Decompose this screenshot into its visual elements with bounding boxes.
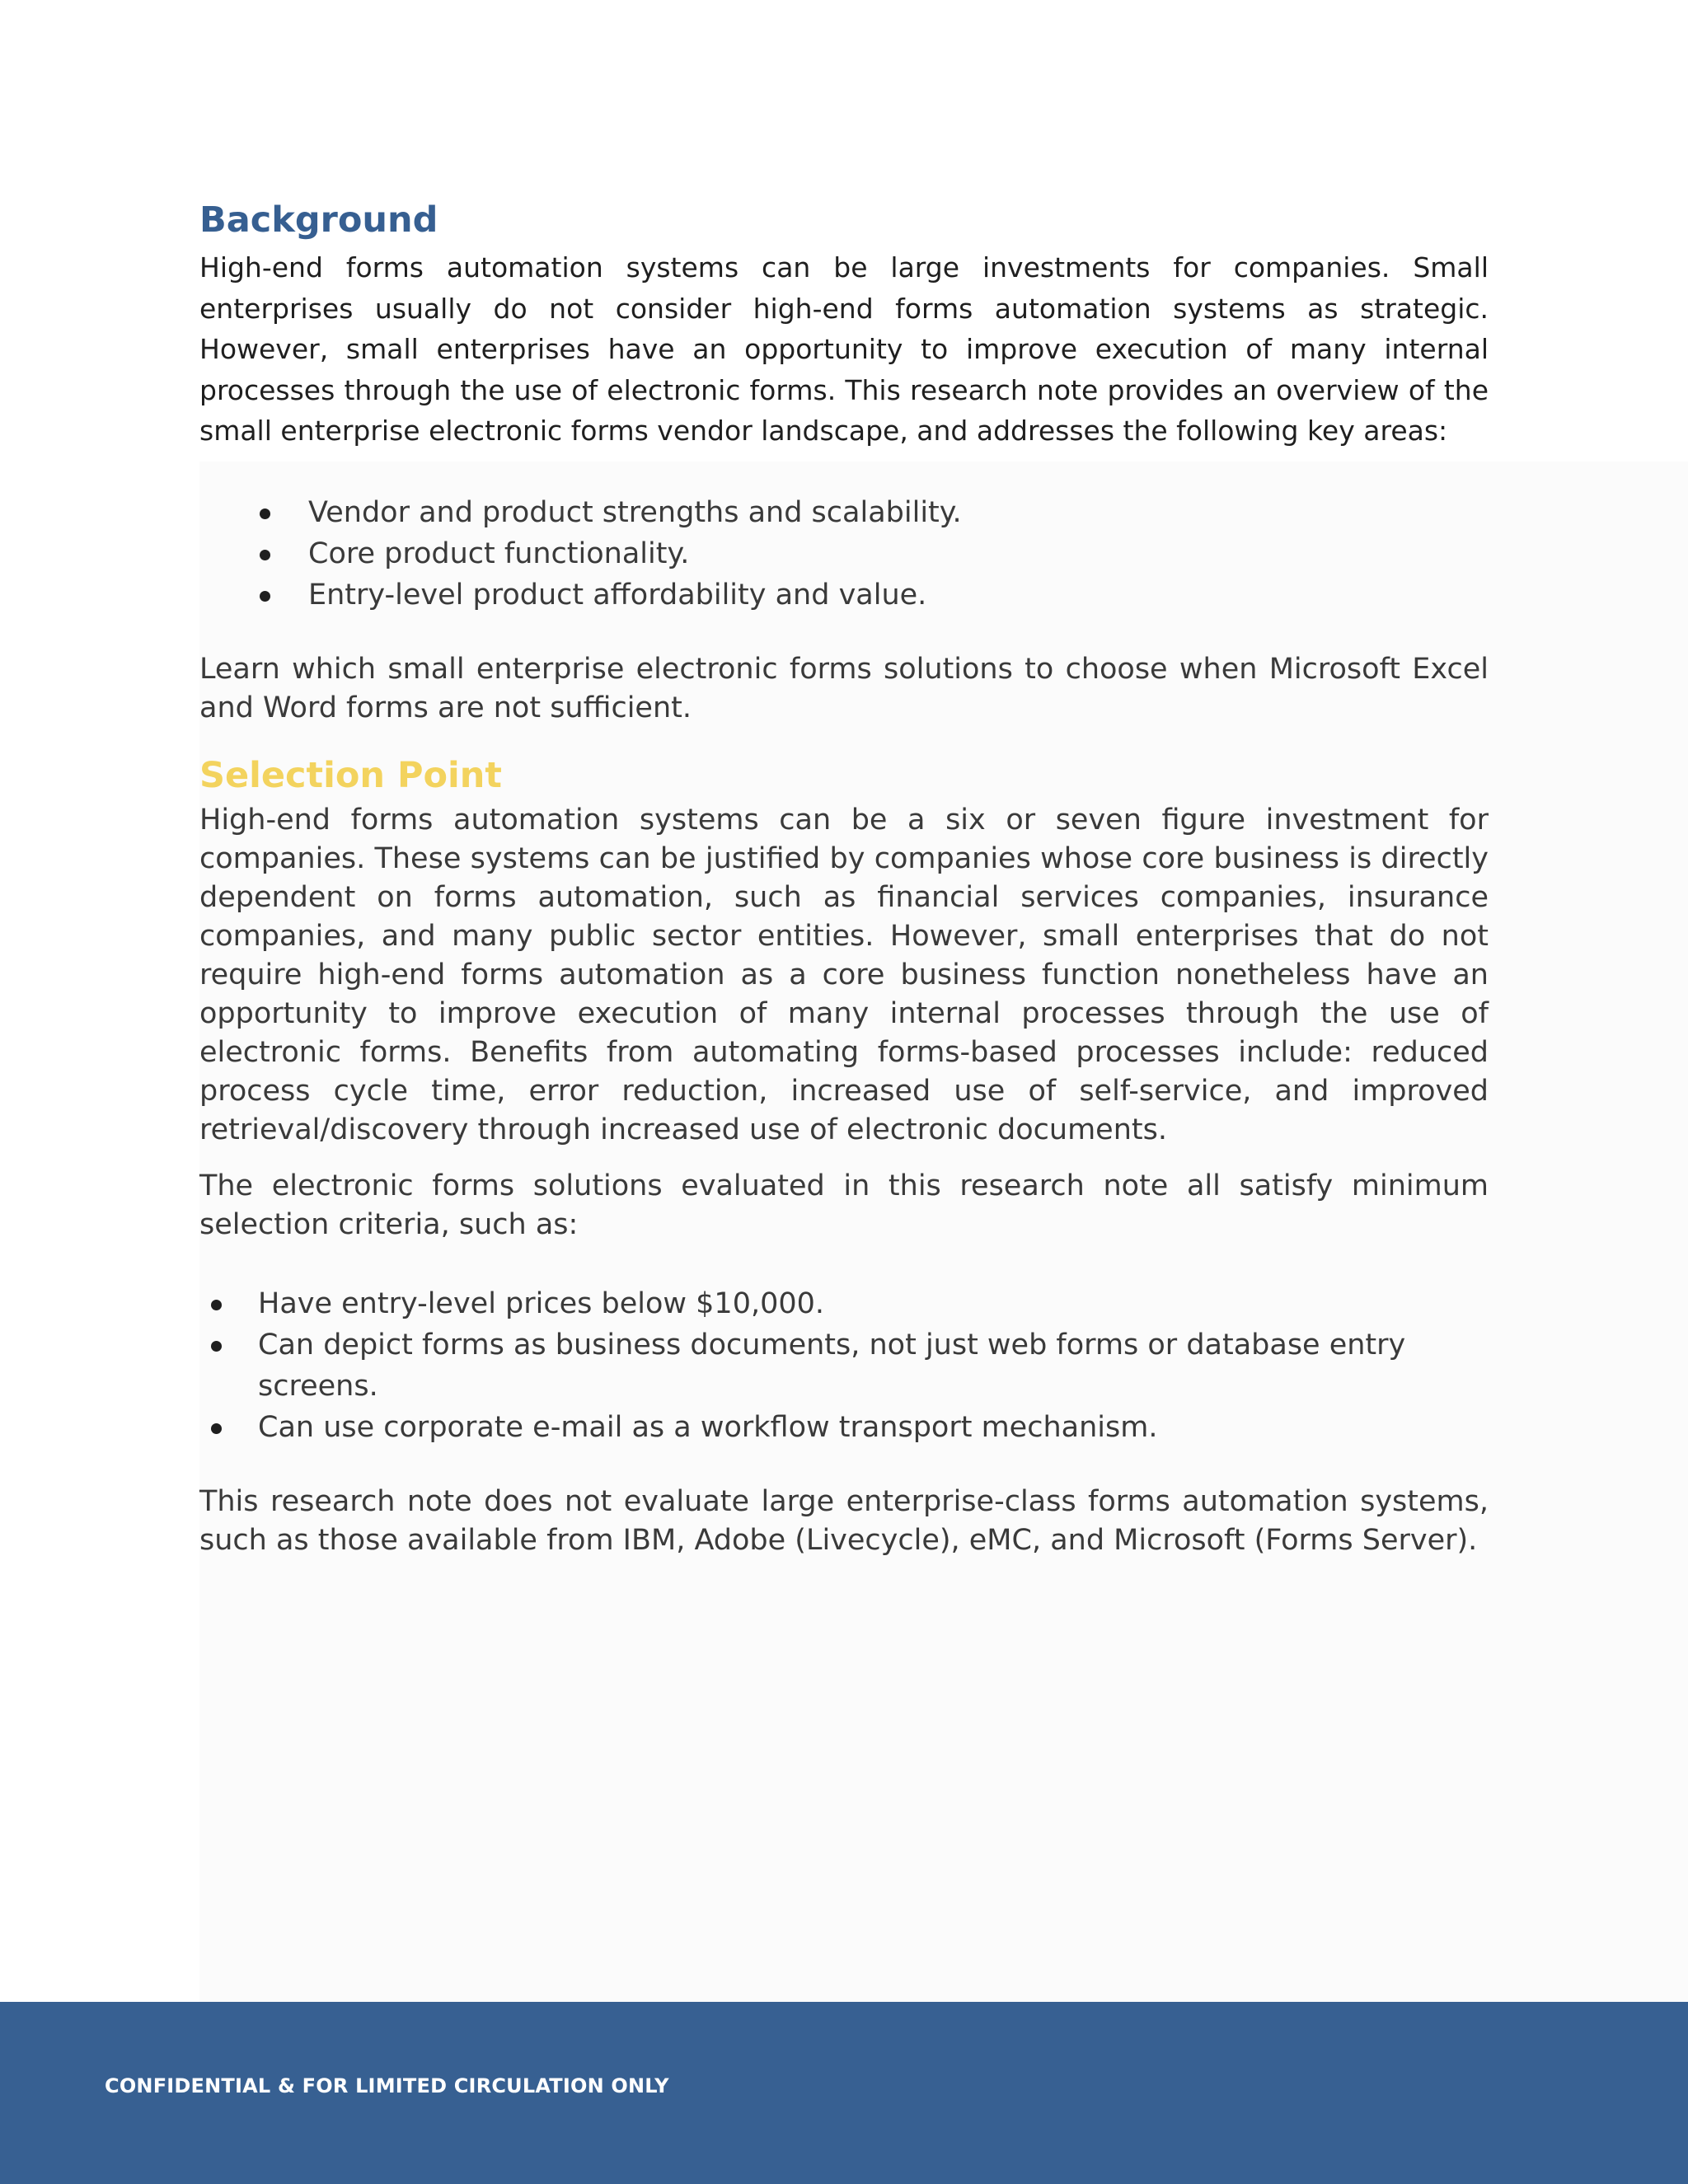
list-item [199,1283,1489,1324]
selection-paragraph-1: High-end forms automation systems can be a six or seven figure investment for companies. These systems can be justified by companies whose core business is directly dependent on forms automation, such as financial services companies, insurance companies, and many public sector entities. However, small enterprises that do not require high-end forms automation as a core business function nonetheless have an opportunity to improve execution of many internal processes through the use of electronic forms. Benefits from automating forms-based processes include: reduced process cycle time, error reduction, increased use of self-service, and improved retrieval/discovery through increased use of electronic documents. [199,803,1489,1146]
bullet-icon [211,1341,222,1352]
bullet-icon [260,550,270,560]
list-item-text: Have entry-level prices below $10,000. [258,1286,825,1320]
background-closing: Learn which small enterprise electronic forms solutions to choose when Microsoft Excel and Word forms are not sufficient. [199,652,1489,724]
list-item [199,574,1489,616]
selection-paragraph-3: This research note does not evaluate large enterprise-class forms automation systems, such as those available from IBM, Adobe (Livecycle), eMC, and Microsoft (Forms Server). [199,1484,1489,1557]
list-item-text: Can depict forms as business documents, not just web forms or database entry screens. [258,1328,1406,1403]
list-item-text: Vendor and product strengths and scalability. [308,495,962,529]
background-heading: Background [199,199,438,241]
bullet-icon [260,591,270,602]
bullet-icon [211,1300,222,1310]
bullet-icon [260,509,270,519]
footer-band [0,2002,1688,2184]
list-item [199,1324,1489,1407]
list-item [199,533,1489,574]
list-item [199,492,1489,533]
document-body [199,194,1489,1560]
key-areas-list [199,492,1489,616]
bullet-icon [211,1423,222,1434]
confidentiality-notice: CONFIDENTIAL & FOR LIMITED CIRCULATION ONLY [105,2074,669,2097]
selection-point-heading: Selection Point [199,754,502,796]
list-item-text: Can use corporate e-mail as a workflow transport mechanism. [258,1410,1158,1444]
background-paragraph: High-end forms automation systems can be large investments for companies. Small enterprises usually do not consider high-end forms automation systems as strategic. However, small enterprises have an opportunity to improve execution of many internal processes through the use of electronic forms. This research note provides an overview of the small enterprise electronic forms vendor landscape, and addresses the following key areas: [199,251,1489,447]
list-item [199,1407,1489,1448]
selection-paragraph-2: The electronic forms solutions evaluated in this research note all satisfy minimum selection criteria, such as: [199,1169,1489,1241]
list-item-text: Entry-level product affordability and value. [308,578,927,612]
criteria-list [199,1283,1489,1448]
list-item-text: Core product functionality. [308,537,690,570]
